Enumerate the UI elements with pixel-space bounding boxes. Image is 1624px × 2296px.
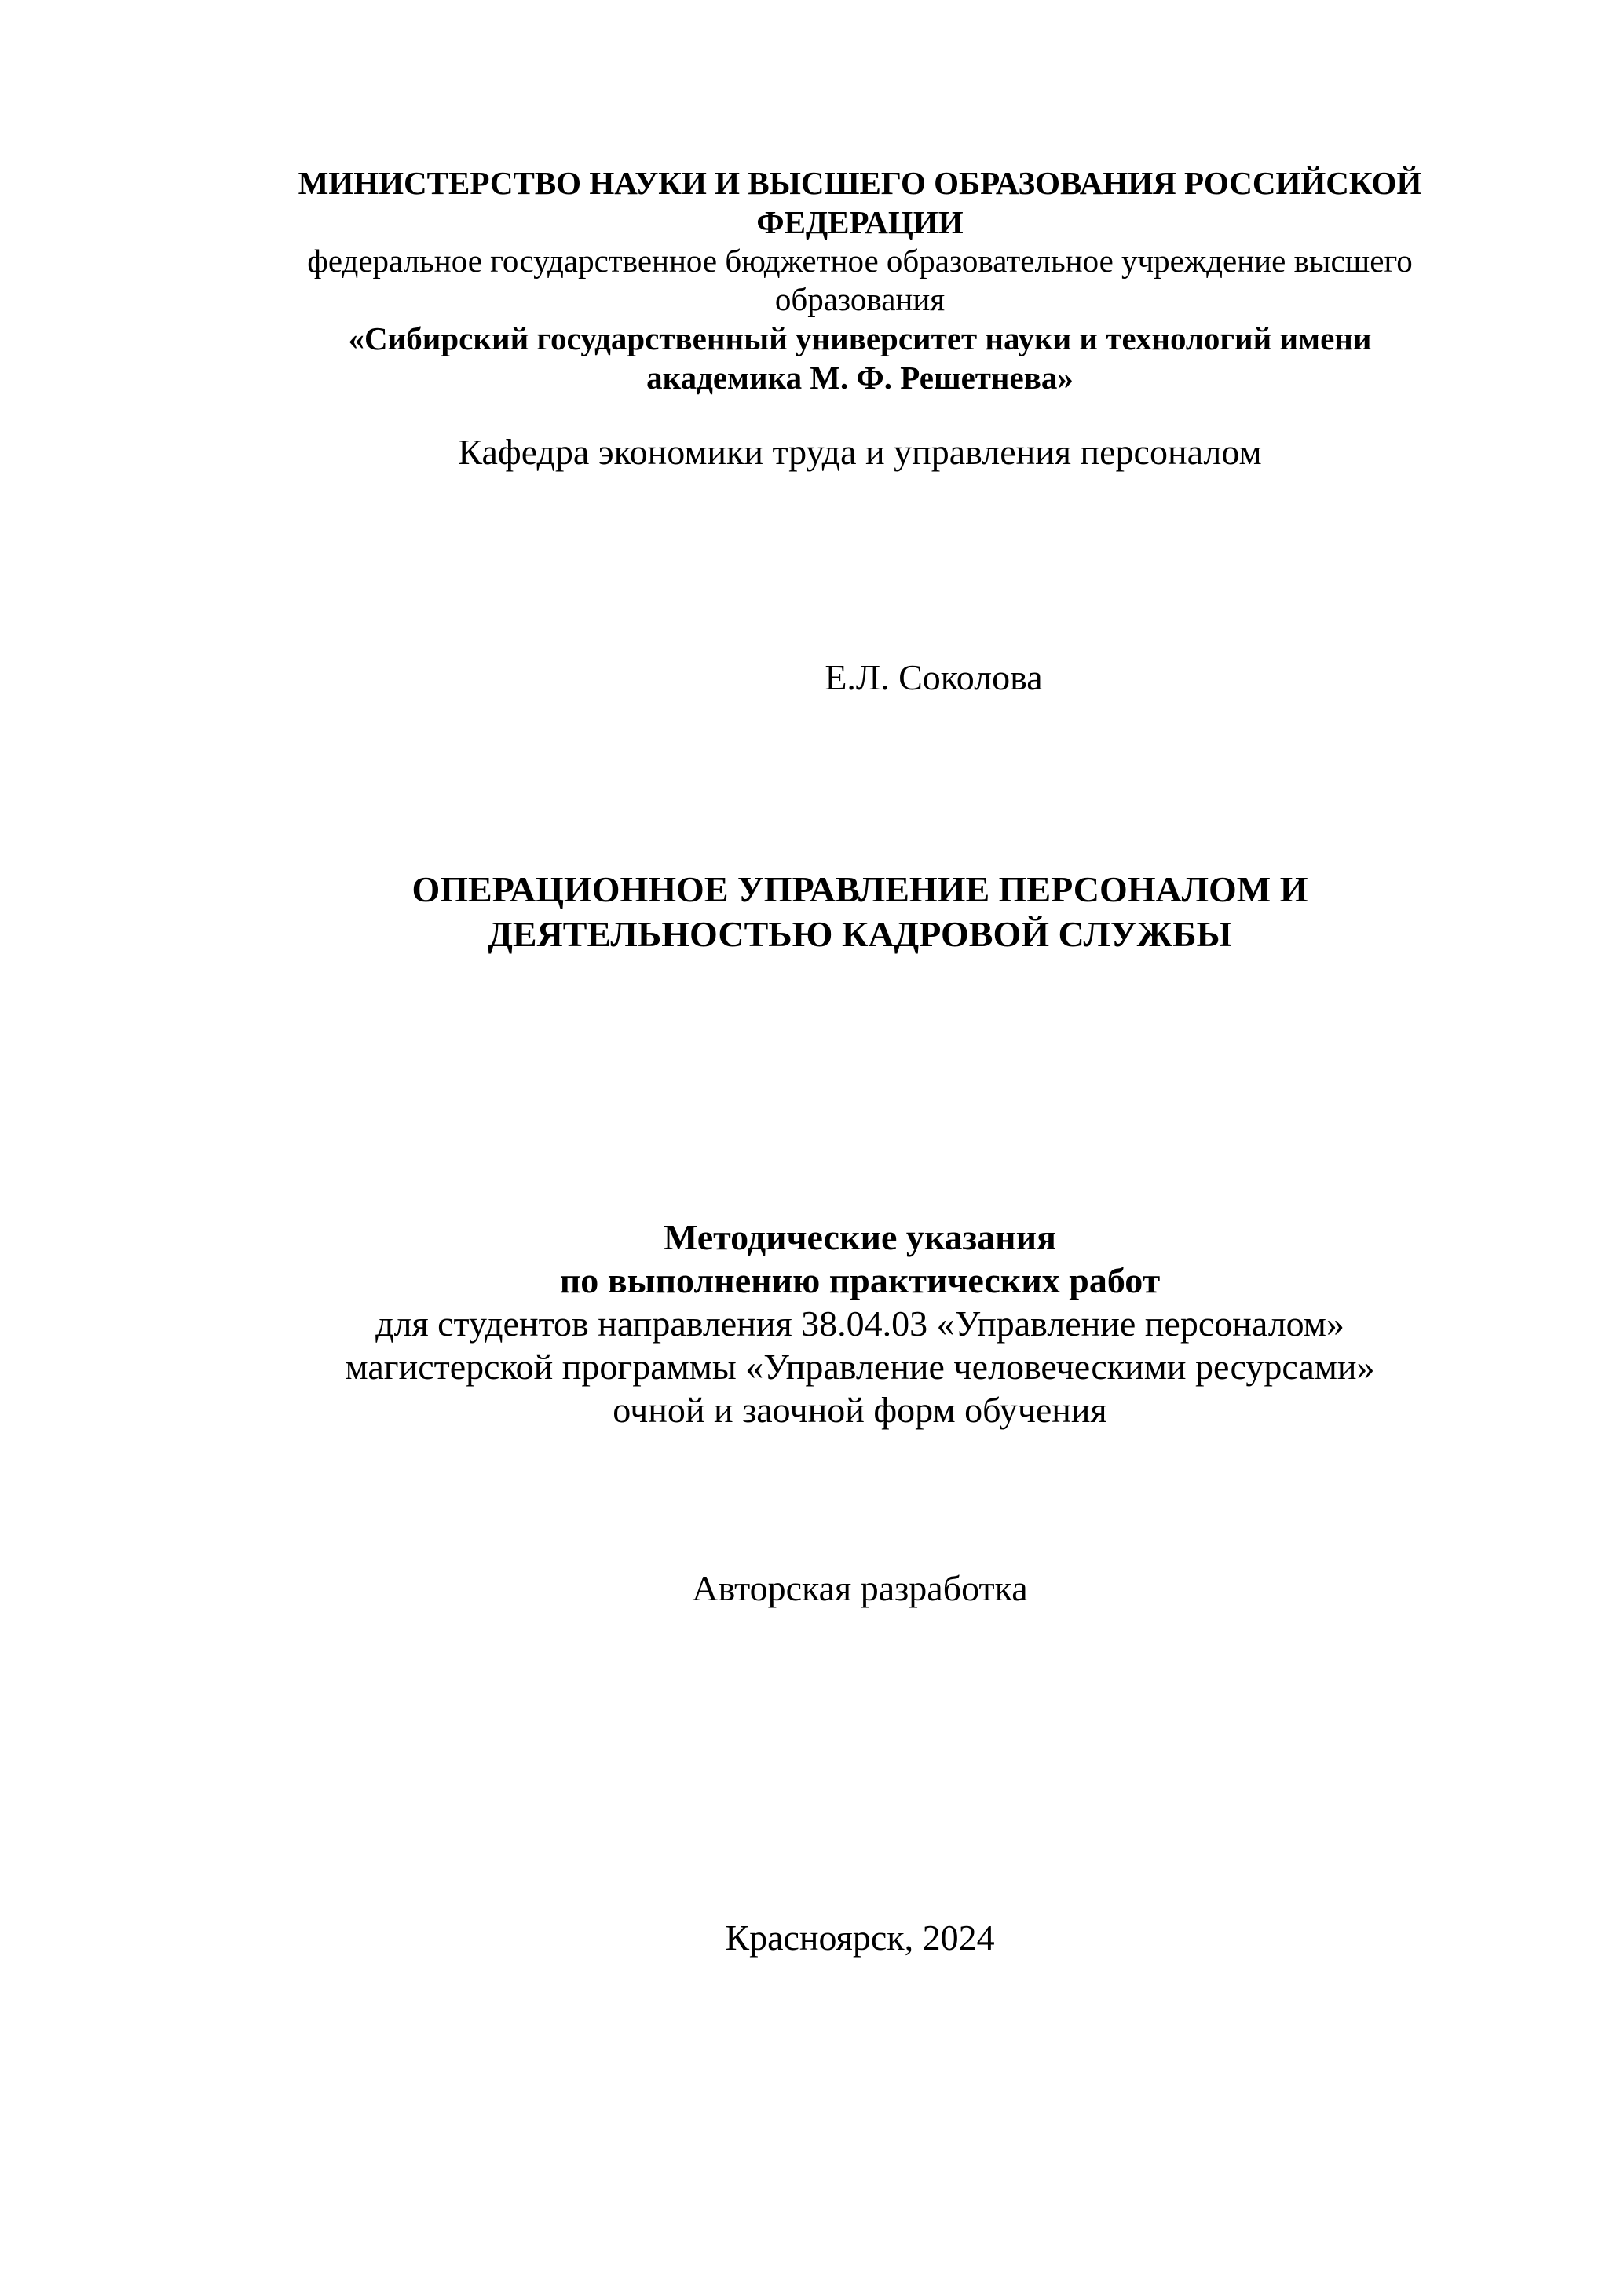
guide-line-3: для студентов направления 38.04.03 «Управление персоналом» bbox=[375, 1303, 1344, 1344]
development-note bbox=[0, 1567, 1624, 1610]
document-title bbox=[0, 867, 1624, 956]
guide-description bbox=[0, 1216, 1624, 1431]
author-label: Е.Л. Соколова bbox=[825, 657, 1043, 697]
university-name-line-1: «Сибирский государственный университет науки и технологий имени bbox=[348, 320, 1372, 356]
development-note-label: Авторская разработка bbox=[692, 1568, 1028, 1608]
guide-line-5: очной и заочной форм обучения bbox=[613, 1390, 1107, 1430]
city-year-label: Красноярск, 2024 bbox=[725, 1918, 995, 1958]
guide-line-4: магистерской программы «Управление человеческими ресурсами» bbox=[345, 1347, 1375, 1387]
ministry-header bbox=[0, 163, 1624, 397]
author-name bbox=[808, 656, 1059, 700]
guide-line-1: Методические указания bbox=[663, 1217, 1057, 1257]
ministry-name-line-2: ФЕДЕРАЦИИ bbox=[756, 204, 964, 240]
ministry-name-line-1: МИНИСТЕРСТВО НАУКИ И ВЫСШЕГО ОБРАЗОВАНИЯ РОССИЙСКОЙ bbox=[298, 165, 1422, 201]
institution-type-line-1: федеральное государственное бюджетное образовательное учреждение высшего bbox=[307, 243, 1413, 279]
department-name bbox=[0, 430, 1624, 474]
institution-type-line-2: образования bbox=[774, 281, 946, 317]
university-name-line-2: академика М. Ф. Решетнева» bbox=[646, 360, 1074, 396]
guide-line-2: по выполнению практических работ bbox=[559, 1260, 1161, 1300]
title-line-1: ОПЕРАЦИОННОЕ УПРАВЛЕНИЕ ПЕРСОНАЛОМ И bbox=[411, 869, 1308, 909]
title-line-2: ДЕЯТЕЛЬНОСТЬЮ КАДРОВОЙ СЛУЖБЫ bbox=[488, 914, 1232, 954]
department-label: Кафедра экономики труда и управления персоналом bbox=[458, 432, 1262, 472]
city-year bbox=[0, 1916, 1624, 1960]
